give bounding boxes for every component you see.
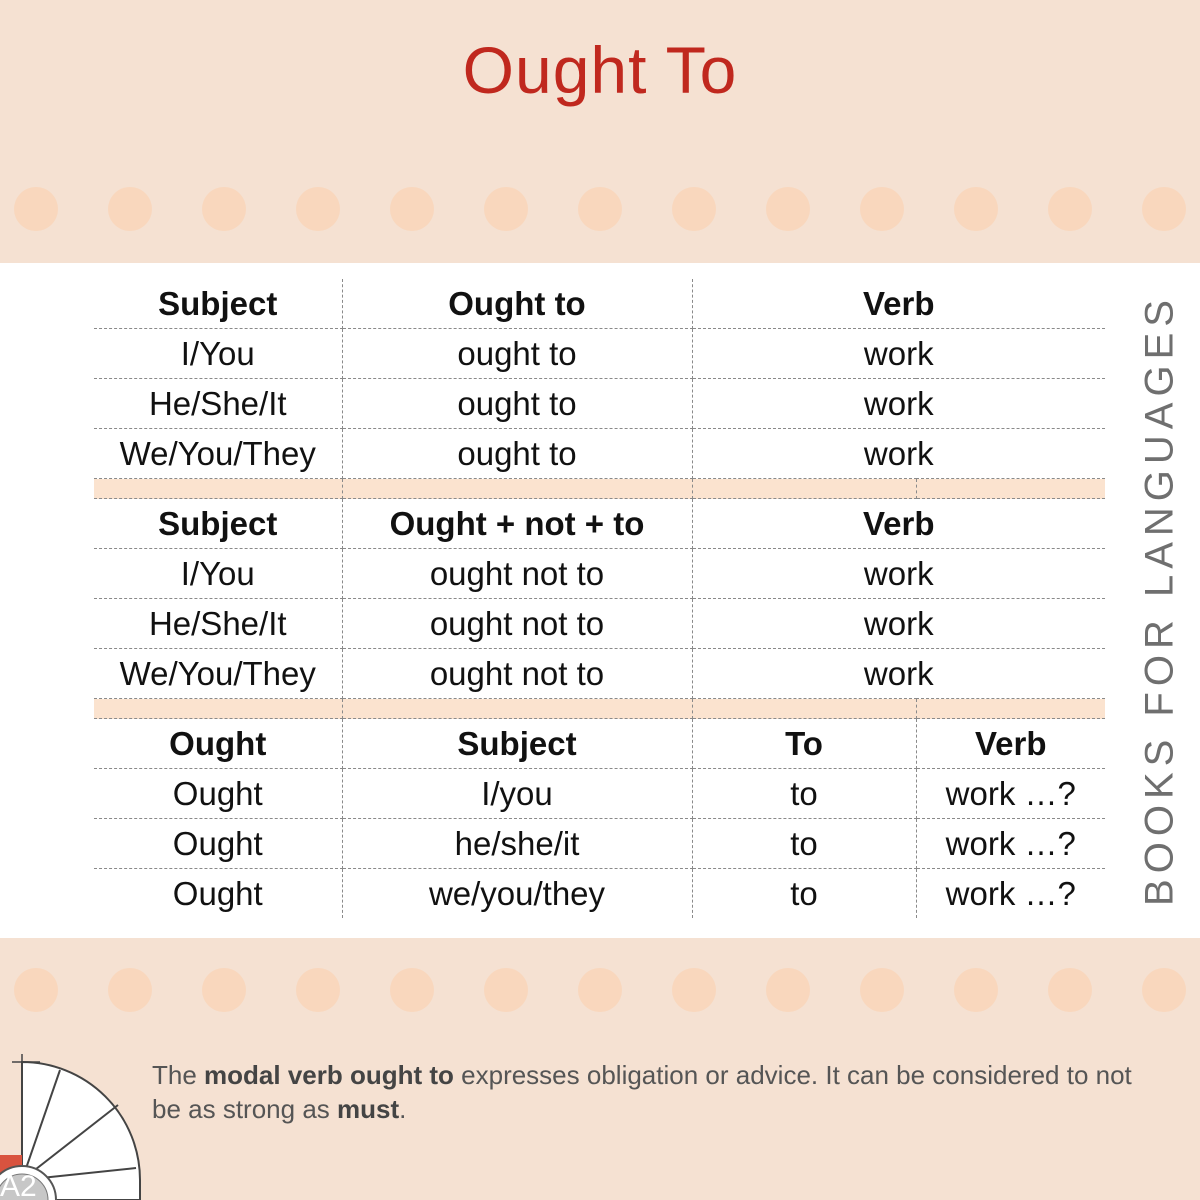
decorative-dot [390,968,434,1012]
decorative-dot [578,187,622,231]
to-cell: to [692,869,916,919]
subject-cell: we/you/they [342,869,692,919]
table-row [94,649,1105,699]
verb-cell: work [692,649,1105,699]
decorative-dot [860,968,904,1012]
description-part: . [399,1094,407,1124]
cefr-wheel-icon [0,1050,150,1200]
table-row [94,769,1105,819]
verb-cell: work …? [916,819,1105,869]
description-bold: must [337,1094,400,1124]
table-row [94,869,1105,919]
decorative-dot [108,968,152,1012]
header-cell: Verb [916,719,1105,769]
grammar-table [94,279,1105,918]
section-separator [94,699,1105,719]
to-cell: to [692,819,916,869]
modal-cell: Ought [94,819,342,869]
decorative-dot [954,968,998,1012]
negative-header-row [94,499,1105,549]
subject-cell: I/You [94,329,342,379]
decorative-dot [766,187,810,231]
decorative-dot [484,968,528,1012]
description-bold: modal verb ought to [204,1060,454,1090]
description-part: The [152,1060,205,1090]
decorative-dot [202,187,246,231]
section-separator [94,479,1105,499]
verb-cell: work [692,329,1105,379]
table-row [94,429,1105,479]
table-row [94,329,1105,379]
subject-cell: he/she/it [342,819,692,869]
verb-cell: work …? [916,769,1105,819]
modal-cell: ought to [342,379,692,429]
modal-cell: ought not to [342,599,692,649]
decorative-dot [1142,187,1186,231]
subject-cell: We/You/They [94,649,342,699]
verb-cell: work [692,379,1105,429]
decorative-dot [672,187,716,231]
header-cell: Subject [94,279,342,329]
verb-cell: work [692,599,1105,649]
header-cell: Subject [342,719,692,769]
decorative-dot [390,187,434,231]
header-cell: To [692,719,916,769]
verb-cell: work [692,549,1105,599]
decorative-dot [14,187,58,231]
description-text [152,1058,1152,1126]
affirmative-header-row [94,279,1105,329]
subject-cell: I/You [94,549,342,599]
decorative-dot [766,968,810,1012]
decorative-dot [484,187,528,231]
verb-cell: work [692,429,1105,479]
table-row [94,379,1105,429]
subject-cell: He/She/It [94,379,342,429]
side-label-wrap [1130,294,1190,906]
decorative-dot [1142,968,1186,1012]
table-row [94,819,1105,869]
subject-cell: He/She/It [94,599,342,649]
question-header-row [94,719,1105,769]
side-label: BOOKS FOR LANGUAGES [1137,294,1182,906]
table-row [94,549,1105,599]
to-cell: to [692,769,916,819]
modal-cell: Ought [94,769,342,819]
subject-cell: We/You/They [94,429,342,479]
modal-cell: ought to [342,429,692,479]
verb-cell: work …? [945,874,1076,912]
header-band [0,0,1200,263]
header-cell: Verb [692,279,1105,329]
decorative-dots-bottom [0,968,1200,1012]
header-cell: Subject [94,499,342,549]
decorative-dot [954,187,998,231]
decorative-dot [296,968,340,1012]
badge-level: A2 [0,1170,37,1200]
decorative-dots-top [0,187,1200,231]
decorative-dot [14,968,58,1012]
modal-cell: Ought [94,869,342,919]
subject-cell: I/you [342,769,692,819]
modal-cell: ought to [342,329,692,379]
description-part: expresses obligation or advice. It can be considered to not be as strong as [152,1060,1132,1124]
decorative-dot [202,968,246,1012]
decorative-dot [1048,187,1092,231]
header-cell: Verb [692,499,1105,549]
decorative-dot [672,968,716,1012]
decorative-dot [1048,968,1092,1012]
decorative-dot [296,187,340,231]
header-cell: Ought [94,719,342,769]
modal-cell: ought not to [342,549,692,599]
decorative-dot [108,187,152,231]
header-cell: Ought + not + to [342,499,692,549]
page-title: Ought To [462,33,738,107]
decorative-dot [860,187,904,231]
table-row [94,599,1105,649]
header-cell: Ought to [342,279,692,329]
decorative-dot [578,968,622,1012]
modal-cell: ought not to [342,649,692,699]
